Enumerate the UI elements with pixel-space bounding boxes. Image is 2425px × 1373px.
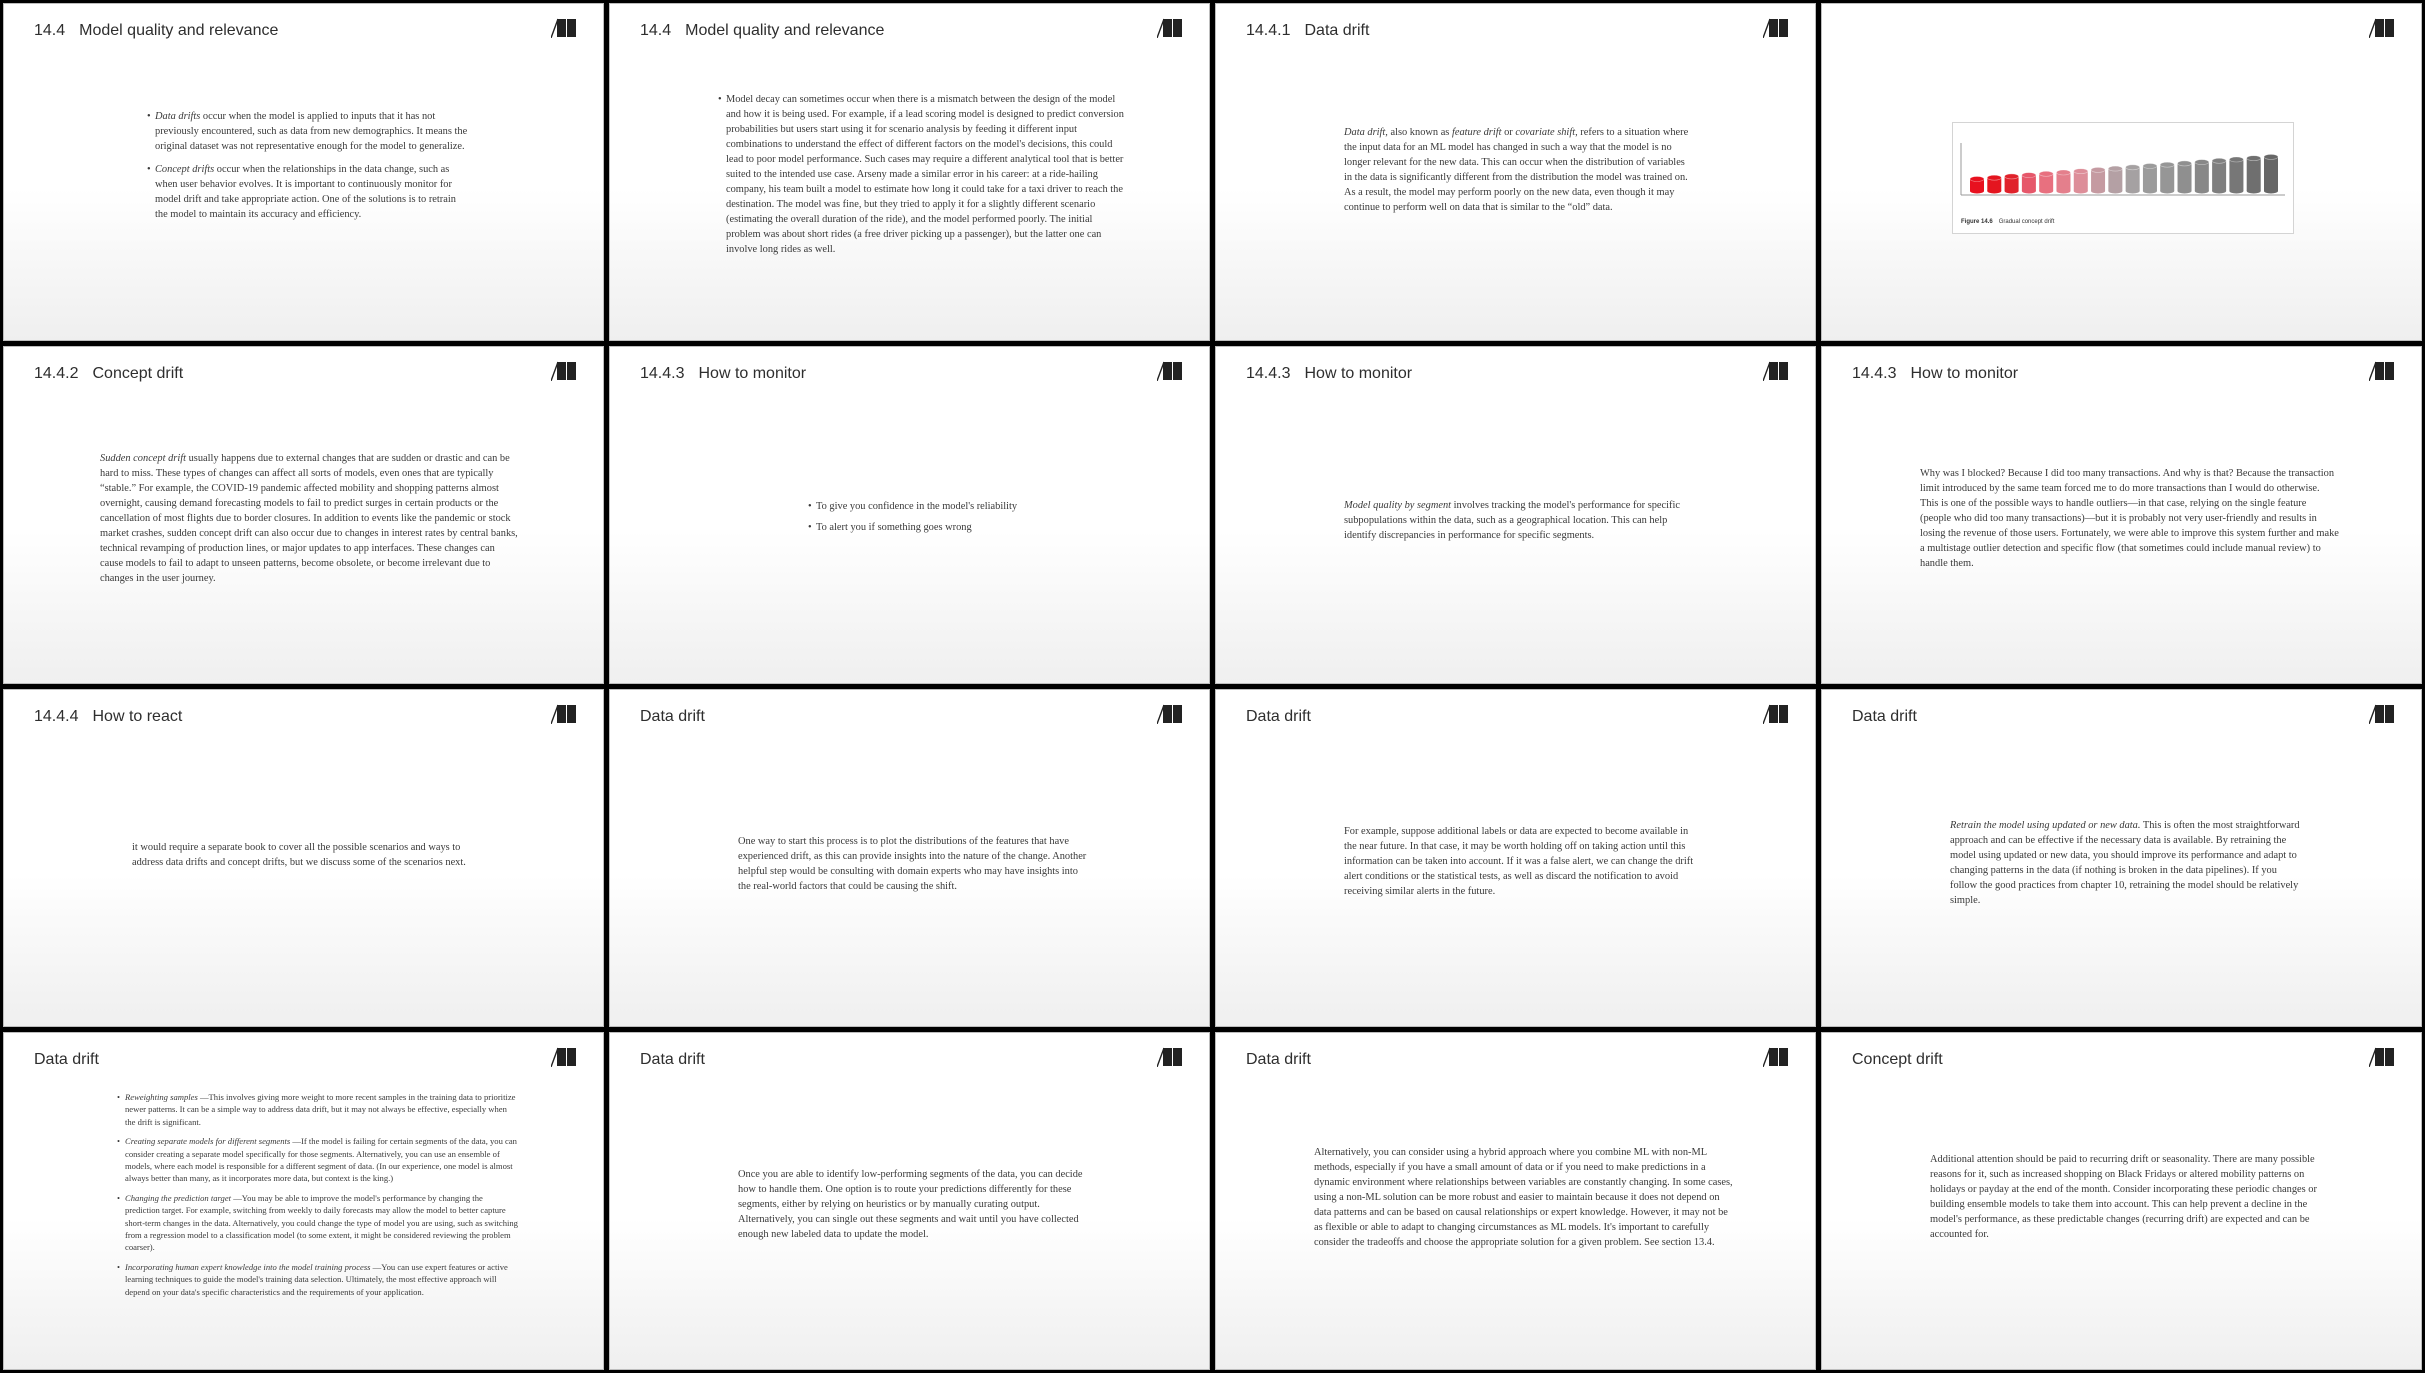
section-number: 14.4.3: [640, 365, 685, 382]
paragraph: Why was I blocked? Because I did too many transactions. And why is that? Because the transaction limit introduced by the same team forced me to do more transactions than I would do otherwise. This is one of the possible ways to handle outliers—in that case, relying on the single feature (people who did too many transactions)—but it is probably not very user-friendly and results in losing the revenue of those users. Fortunately, we were able to improve this system further and make a multistage outlier detection and specific flow (that sometimes could include manual review) to handle them.: [1920, 468, 2339, 569]
slide-12[interactable]: [1821, 689, 2422, 1027]
list-item: [808, 499, 1100, 514]
slide-heading: [34, 22, 278, 40]
list-item: [147, 109, 469, 154]
term: Incorporating human expert knowledge into the model training process: [125, 1261, 371, 1272]
term: feature drift: [1451, 127, 1502, 138]
book-logo-icon: [551, 18, 579, 38]
term: Model quality by segment: [1344, 500, 1452, 511]
figure-caption-text: Gradual concept drift: [1998, 219, 2055, 225]
slide-5[interactable]: [3, 346, 604, 684]
slide-heading: [1852, 1051, 1943, 1069]
slide-body: [1930, 1152, 2322, 1242]
slide-body: [109, 1091, 519, 1305]
slide-body: [1950, 818, 2300, 908]
figure: [1952, 122, 2294, 234]
item-text: To give you confidence in the model's reliability: [816, 501, 1018, 512]
slide-11[interactable]: [1215, 689, 1816, 1027]
book-logo-icon: [2369, 1047, 2397, 1067]
paragraph: [1344, 125, 1694, 215]
slide-heading: [1852, 365, 2018, 383]
section-title: Model quality and relevance: [79, 22, 279, 39]
drift-cylinder: [1970, 177, 1984, 194]
item-text: occur when the relationships in the data change, such as when user behavior evolves. It is important to continuously monitor for model drift and take appropriate action. One of the solutions is to retrain the model to maintain its accuracy and efficiency.: [155, 164, 456, 220]
list-item: [117, 1192, 519, 1254]
drift-cylinder: [2247, 156, 2261, 194]
section-number: 14.4.3: [1246, 365, 1291, 382]
slide-2[interactable]: [609, 3, 1210, 341]
slide-1[interactable]: [3, 3, 604, 341]
drift-cylinder: [2195, 160, 2209, 194]
item-text: Model decay can sometimes occur when there is a mismatch between the design of the model and how it is being used. For example, if a lead scoring model is designed to predict conversion probabilities but users start using it for scenario analysis by feeding it different input combinations to understand the effect of different factors on the model's decisions, this could lead to poor model performance. Such cases may require a different analytical tool that is better suited to the intended use case. Arseny made a similar error in his career: at a ride-hailing company, his team built a model to estimate how long it could take for a taxi driver to reach the destination. The model was fine, but they tried to apply it for a slightly different scenario (estimating the overall duration of the ride), and the model performed poorly. The initial problem was about short rides (a free driver picking up a passenger), but the latter one can involve long rides as well.: [726, 94, 1124, 255]
term: Data drifts: [155, 111, 201, 122]
drift-cylinder: [2160, 162, 2174, 193]
slide-15[interactable]: [1215, 1032, 1816, 1370]
term: Data drift: [1344, 127, 1386, 138]
slide-3[interactable]: [1215, 3, 1816, 341]
slide-body: [738, 1167, 1088, 1242]
drift-cylinder: [2126, 165, 2140, 194]
drift-cylinder: [2178, 161, 2192, 194]
slide-body: [1344, 125, 1694, 215]
book-logo-icon: [2369, 704, 2397, 724]
slide-14[interactable]: [609, 1032, 1210, 1370]
paragraph: Alternatively, you can consider using a hybrid approach where you combine ML with non-ML methods, especially if you have a small amount of data or if you need to make predictions in a dynamic environment where relationships between variables are constantly changing. In some cases, using a non-ML solution can be more robust and easier to maintain because it does not depend on data patterns and can be based on causal relationships or expert knowledge. However, it may not be as flexible or able to adapt to changing circumstances as ML models. It's important to carefully consider the tradeoffs and choose the appropriate solution for a given problem. See section 13.4.: [1314, 1147, 1733, 1248]
section-number: 14.4.4: [34, 708, 79, 725]
section-number: 14.4.1: [1246, 22, 1291, 39]
drift-cylinder: [2074, 169, 2088, 194]
drift-cylinder: [2212, 158, 2226, 193]
section-title: Data drift: [1246, 708, 1311, 725]
section-title: How to monitor: [1910, 365, 2019, 382]
item-text: —You may be able to improve the model's performance by changing the prediction target. For example, switching from weekly to daily forecasts may allow the model to better capture short-term changes in the data. Alternatively, you could change the type of model you are using, such as switching from a regression model to a classification model (to some extent, it might be considered reviewing the problem coarser).: [125, 1192, 518, 1253]
section-title: Concept drift: [1852, 1051, 1943, 1068]
list-item: [718, 92, 1128, 257]
section-title: Model quality and relevance: [685, 22, 885, 39]
paragraph: Once you are able to identify low-performing segments of the data, you can decide how to handle them. One option is to route your predictions differently for these segments, either by relying on heuristics or by manually curating output. Alternatively, you can single out these segments and wait until you have collected enough new labeled data to update the model.: [738, 1169, 1083, 1240]
paragraph: it would require a separate book to cover all the possible scenarios and ways to address data drifts and concept drifts, but we discuss some of the scenarios next.: [132, 842, 466, 868]
book-logo-icon: [551, 361, 579, 381]
section-number: 14.4: [640, 22, 672, 39]
slide-body: [139, 109, 469, 230]
section-title: How to react: [92, 708, 183, 725]
text-run: This is often the most straightforward approach and can be effective if the necessary data is available. By retraining the model using updated or new data, you should improve its performance and adapt to changing patterns in the data (if nothing is broken in the data pipelines). If you follow the good practices from chapter 10, retraining the model should be relatively simple.: [1950, 820, 2300, 906]
slide-body: [132, 840, 482, 870]
term: Concept drifts: [155, 164, 215, 175]
paragraph: [1344, 498, 1694, 543]
book-logo-icon: [1157, 704, 1185, 724]
paragraph: Additional attention should be paid to recurring drift or seasonality. There are many possible reasons for it, such as increased shopping on Black Fridays or altered mobility patterns on holidays or payday at the end of the month. Consider incorporating these periodic changes or building ensemble models to take them into account. This can help prevent a decline in the model's performance, as these predictable changes (recurring drift) are expected and can be accounted for.: [1930, 1154, 2317, 1240]
item-text: —This involves giving more weight to more recent samples in the training data to prioritize newer patterns. It can be a simple way to address data drift, but it may not always be effective, especially when the drift is significant.: [125, 1092, 516, 1127]
term: Reweighting samples: [125, 1092, 198, 1102]
book-logo-icon: [551, 704, 579, 724]
section-title: Data drift: [34, 1051, 99, 1068]
term: covariate shift: [1515, 127, 1576, 138]
book-logo-icon: [1157, 18, 1185, 38]
book-logo-icon: [2369, 18, 2397, 38]
paragraph: [100, 451, 518, 586]
slide-10[interactable]: [609, 689, 1210, 1027]
section-number: 14.4: [34, 22, 66, 39]
slide-body: [1344, 824, 1694, 899]
slide-heading: [1246, 365, 1412, 383]
section-title: Data drift: [1304, 22, 1370, 39]
book-logo-icon: [1763, 18, 1791, 38]
slide-9[interactable]: [3, 689, 604, 1027]
bullet-list: [710, 92, 1128, 257]
text-run: involves tracking the model's performance for specific subpopulations within the data, such as a geographical location. This can help identify discrepancies in performance for specific segments.: [1344, 500, 1681, 541]
drift-cylinder: [2022, 173, 2036, 194]
gradual-drift-illustration: [1953, 123, 2293, 203]
drift-cylinder: [2143, 164, 2157, 194]
drift-cylinder: [2264, 154, 2278, 193]
term: Changing the prediction target: [125, 1192, 232, 1203]
slide-heading: [1246, 22, 1369, 40]
slide-heading: [640, 1051, 705, 1069]
slide-body: [1344, 498, 1694, 543]
figure-caption: [1961, 219, 2054, 225]
bullet-list: [800, 499, 1100, 535]
list-item: [117, 1261, 519, 1298]
slide-6[interactable]: [609, 346, 1210, 684]
slide-heading: [1246, 1051, 1311, 1069]
slide-body: [1314, 1145, 1734, 1250]
term: Retrain the model using updated or new data.: [1950, 820, 2141, 831]
term: Sudden concept drift: [100, 453, 186, 464]
text-run: , also known as: [1385, 127, 1452, 138]
term: Creating separate models for different segments: [125, 1136, 291, 1147]
paragraph: For example, suppose additional labels or data are expected to become available in the near future. In that case, it may be worth holding off on taking action until this information can be taken into account. If it was a false alert, we can change the drift alert conditions or the statistical tests, as well as discard the notification to avoid receiving similar alerts in the future.: [1344, 826, 1694, 897]
section-title: How to monitor: [1304, 365, 1413, 382]
slide-body: [738, 834, 1088, 894]
slide-body: [710, 92, 1128, 265]
slide-heading: [1246, 708, 1311, 726]
drift-cylinder: [2005, 174, 2019, 194]
section-title: Data drift: [1246, 1051, 1311, 1068]
slide-13[interactable]: [3, 1032, 604, 1370]
list-item: [147, 162, 469, 222]
book-logo-icon: [1763, 361, 1791, 381]
book-logo-icon: [2369, 361, 2397, 381]
text-run: , refers to a situation where the input data for an ML model has changed in such a way that the model is no longer relevant for the new data. This can occur when the distribution of variables in the data is significantly different from the distribution the model was trained on. As a result, the model may perform poorly on the new data, even though it may continue to perform well on data that is similar to the “old” data.: [1344, 127, 1689, 213]
slide-body: [100, 451, 518, 586]
slide-grid: [3, 3, 2422, 1370]
list-item: [117, 1091, 519, 1128]
slide-heading: [640, 365, 806, 383]
paragraph: One way to start this process is to plot the distributions of the features that have experienced drift, as this can provide insights into the nature of the change. Another helpful step would be consulting with domain experts who may have insights into the real-world factors that could be causing the shift.: [738, 836, 1087, 892]
figure-label: Figure 14.6: [1961, 219, 1993, 225]
slide-heading: [34, 1051, 99, 1069]
drift-cylinder: [1987, 175, 2001, 193]
slide-body: [1920, 466, 2340, 571]
book-logo-icon: [1157, 1047, 1185, 1067]
item-text: To alert you if something goes wrong: [816, 522, 972, 533]
drift-cylinder: [2108, 166, 2122, 193]
list-item: [808, 520, 1100, 535]
slide-heading: [640, 22, 884, 40]
section-title: How to monitor: [698, 365, 807, 382]
book-logo-icon: [551, 1047, 579, 1067]
drift-cylinder: [2039, 171, 2053, 193]
section-number: 14.4.2: [34, 365, 79, 382]
slide-16[interactable]: [1821, 1032, 2422, 1370]
section-title: Data drift: [640, 708, 705, 725]
slide-7[interactable]: [1215, 346, 1816, 684]
drift-cylinder: [2229, 157, 2243, 194]
drift-cylinder: [2056, 170, 2070, 194]
drift-cylinder: [2091, 167, 2105, 193]
slide-heading: [34, 708, 182, 726]
slide-heading: [1852, 708, 1917, 726]
slide-8[interactable]: [1821, 346, 2422, 684]
section-title: Data drift: [1852, 708, 1917, 725]
text-run: usually happens due to external changes that are sudden or drastic and can be hard to miss. These types of changes can affect all sorts of models, even ones that are typically “stable.” For example, the COVID-19 pandemic affected mobility and shopping patterns almost overnight, causing demand forecasting models to fail to predict surges in certain products or the cancellation of most flights due to border closures. In addition to events like the pandemic or stock market crashes, sudden concept drift can also occur due to changes in interest rates by central banks, technical revamping of production lines, or major updates to app interfaces. These changes can cause models to fail to adapt to unseen patterns, become obsolete, or become irrelevant due to changes in the user journey.: [100, 453, 518, 584]
book-logo-icon: [1763, 1047, 1791, 1067]
section-number: 14.4.3: [1852, 365, 1897, 382]
book-logo-icon: [1157, 361, 1185, 381]
paragraph: [1950, 818, 2300, 908]
section-title: Concept drift: [92, 365, 184, 382]
slide-4[interactable]: [1821, 3, 2422, 341]
slide-heading: [34, 365, 183, 383]
book-logo-icon: [1763, 704, 1791, 724]
item-text: —You can use expert features or active learning techniques to guide the model's training data selection. Ultimately, the most effective approach will depend on your data's specific characteristics and the requirements of your application.: [125, 1261, 508, 1297]
slide-body: [800, 499, 1100, 543]
bullet-list: [109, 1091, 519, 1298]
slide-heading: [640, 708, 705, 726]
item-text: —If the model is failing for certain segments of the data, you can consider creating a separate model specifically for those segments. Alternatively, you can use an ensemble of models, where each model is responsible for a different segment of data. (In our experience, one model is almost always better than many, as it incorporates more data, but context is the king.): [125, 1136, 517, 1184]
list-item: [117, 1135, 519, 1185]
item-text: occur when the model is applied to inputs that it has not previously encountered, such as data from new demographics. It means the original dataset was not representative enough for the model to generalize.: [155, 111, 468, 152]
text-run: or: [1501, 127, 1516, 138]
section-title: Data drift: [640, 1051, 705, 1068]
bullet-list: [139, 109, 469, 222]
